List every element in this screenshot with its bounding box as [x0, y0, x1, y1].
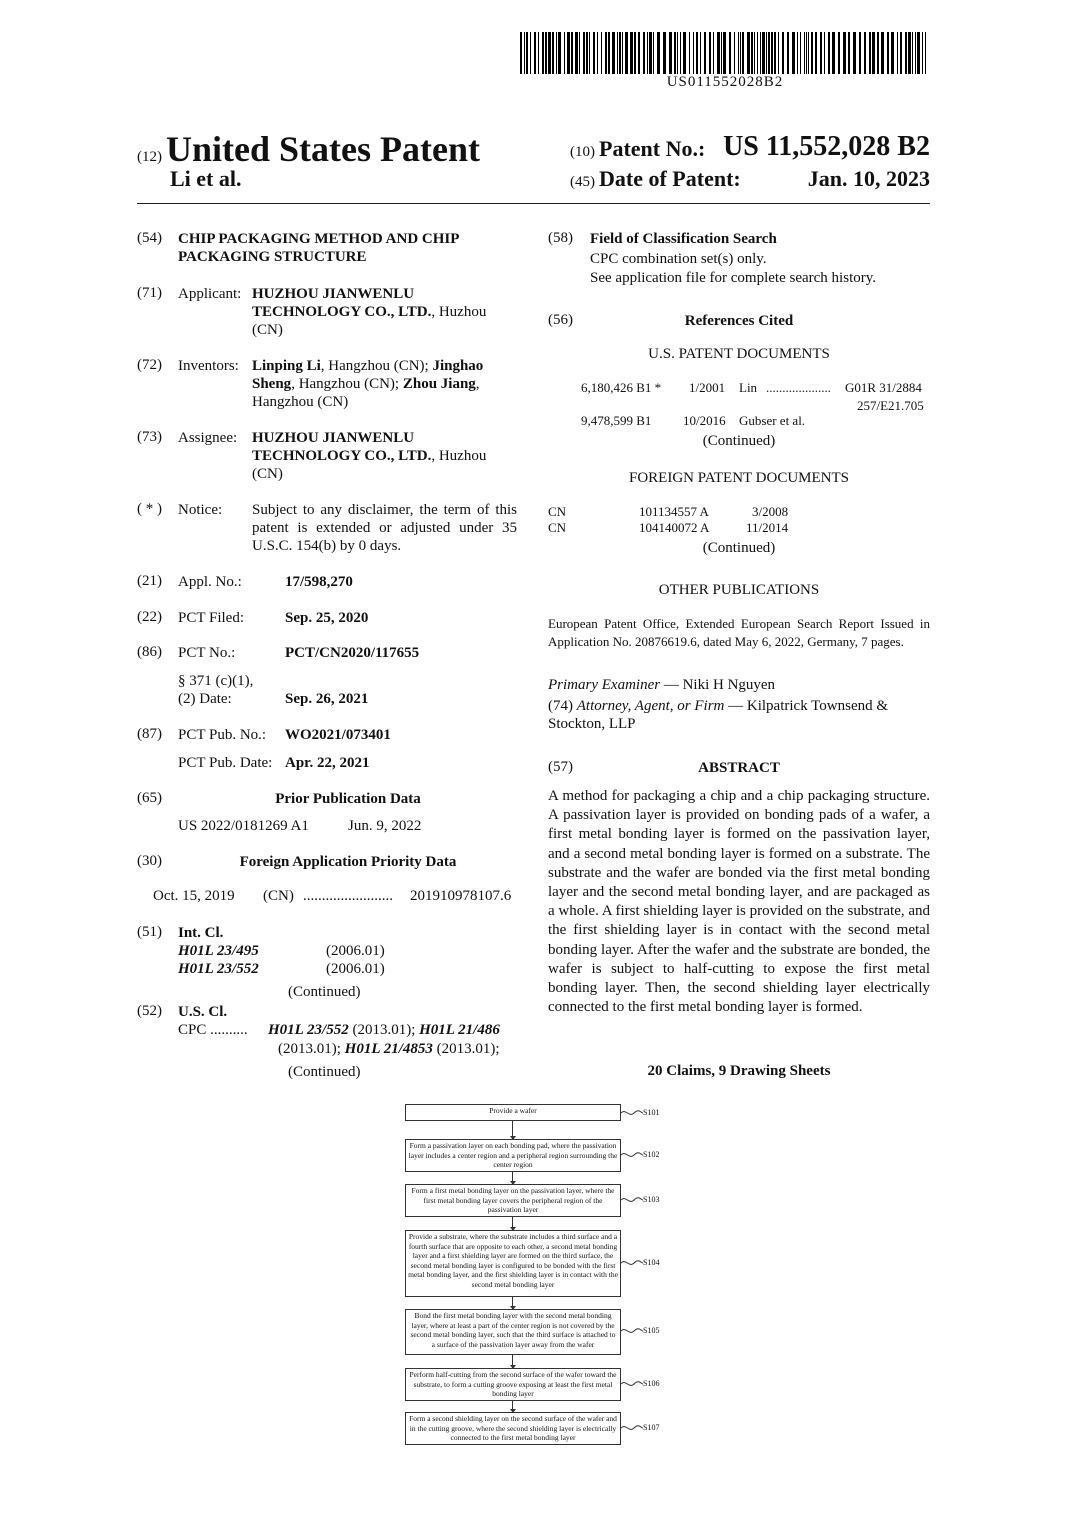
ref-date: 1/2001 — [689, 380, 726, 395]
field-num: (57) — [548, 759, 573, 775]
int-cl-date: (2006.01) — [326, 961, 385, 977]
field-num: (65) — [137, 790, 162, 806]
attorney: (74) Attorney, Agent, or Firm — Kilpatrick Townsend & Stockton, LLP — [548, 698, 889, 732]
flowchart-step: Form a first metal bonding layer on the passivation layer, where the first metal bonding layer covers the peripheral region of the passivation layer — [405, 1184, 621, 1217]
prior-pub-date: Jun. 9, 2022 — [348, 818, 422, 834]
foreign-doc-date: 3/2008 — [752, 504, 789, 519]
flow-arrow — [512, 1355, 513, 1368]
continued-note: (Continued) — [702, 433, 776, 449]
pct-filed-date: Sep. 25, 2020 — [285, 610, 369, 626]
references-heading: References Cited — [684, 313, 794, 329]
other-pubs-heading: OTHER PUBLICATIONS — [658, 582, 820, 598]
flowchart-step-label: S106 — [643, 1379, 660, 1388]
assignee-label: Assignee: — [178, 430, 238, 446]
patent-date: Jan. 10, 2023 — [807, 166, 930, 191]
applicant: HUZHOU JIANWENLU TECHNOLOGY CO., LTD., Huzhou (CN) — [252, 286, 487, 338]
continued-note: (Continued) — [702, 540, 776, 556]
assignee: HUZHOU JIANWENLU TECHNOLOGY CO., LTD., Huzhou (CN) — [252, 430, 487, 482]
leader-squiggle-icon — [621, 1195, 643, 1205]
notice-label: Notice: — [178, 502, 223, 518]
pub-number: WO2021/073401 — [285, 727, 391, 743]
appl-label: Appl. No.: — [178, 574, 242, 590]
flowchart-step-label: S103 — [643, 1195, 660, 1204]
foreign-priority-country: (CN) — [263, 888, 294, 904]
patent-number: US 11,552,028 B2 — [723, 131, 930, 162]
flowchart-step-label: S107 — [643, 1423, 660, 1432]
ref-class: G01R 31/2884 — [845, 380, 922, 395]
pub-no-label: PCT Pub. No.: — [178, 727, 267, 743]
leader-squiggle-icon — [621, 1379, 643, 1389]
foreign-doc-number: 104140072 A — [639, 520, 710, 535]
us-cl-label: U.S. Cl. — [178, 1004, 228, 1020]
claims-summary: 20 Claims, 9 Drawing Sheets — [647, 1063, 831, 1079]
field-search-text: See application file for complete search history. — [590, 270, 877, 286]
pct-no-label: PCT No.: — [178, 645, 236, 661]
flowchart-step: Provide a substrate, where the substrate includes a third surface and a fourth surface that are opposite to each other, a second metal bonding layer and a first shielding layer are formed on the third surface, the second metal bonding layer is configured to be bonded with the first metal bonding layer, and the first shielding layer is in contact with the second metal bonding layer — [405, 1230, 621, 1297]
flowchart-step: Form a passivation layer on each bonding pad, where the passivation layer includes a center region and a peripheral region surrounding the center region — [405, 1139, 621, 1172]
field-num: (54) — [137, 230, 162, 246]
flowchart-step: Bond the first metal bonding layer with the second metal bonding layer, where at least a part of the center region is not covered by the second metal bonding layer, such that the third surface is attached to a surface of the passivation layer away from the wafer — [405, 1309, 621, 1355]
foreign-doc-country: CN — [548, 504, 567, 519]
field-num: (52) — [137, 1003, 162, 1019]
dot-leader: .................... — [766, 380, 831, 395]
notice-text: Subject to any disclaimer, the term of this patent is extended or adjusted under 35 U.S.C. 154(b) by 0 days. — [252, 502, 517, 554]
authors: Li et al. — [170, 166, 242, 191]
flow-arrow — [512, 1172, 513, 1184]
int-cl-code: H01L 23/495 — [178, 943, 259, 959]
invention-title: CHIP PACKAGING METHOD AND CHIP PACKAGING STRUCTURE — [178, 231, 459, 265]
field-search-heading: Field of Classification Search — [590, 231, 777, 247]
examiner: Primary Examiner — Niki H Nguyen — [548, 677, 776, 693]
abstract-heading: ABSTRACT — [698, 760, 780, 776]
applicant-label: Applicant: — [178, 286, 242, 302]
foreign-priority-date: Oct. 15, 2019 — [153, 888, 235, 904]
inventors-label: Inventors: — [178, 358, 239, 374]
field-num: (51) — [137, 924, 162, 940]
ref-name: Lin — [739, 380, 758, 395]
flowchart-step: Provide a wafer — [405, 1104, 621, 1121]
field-num: ( * ) — [137, 501, 162, 517]
cpc-label: CPC .......... — [178, 1022, 248, 1038]
prior-pub-number: US 2022/0181269 A1 — [178, 818, 309, 834]
cpc-codes: H01L 23/552 (2013.01); H01L 21/486 — [268, 1022, 500, 1038]
flowchart-step-label: S105 — [643, 1326, 660, 1335]
int-cl-label: Int. Cl. — [178, 925, 224, 941]
pct-filed-label: PCT Filed: — [178, 610, 244, 626]
ref-patent-no: 9,478,599 B1 — [581, 413, 652, 428]
ref-class: 257/E21.705 — [857, 398, 924, 413]
leader-squiggle-icon — [621, 1108, 643, 1118]
s371-date-label: (2) Date: — [178, 691, 232, 707]
int-cl-date: (2006.01) — [326, 943, 385, 959]
ref-name: Gubser et al. — [739, 413, 806, 428]
leader-squiggle-icon — [621, 1258, 643, 1268]
field-num: (71) — [137, 285, 162, 301]
int-cl-code: H01L 23/552 — [178, 961, 259, 977]
continued-note: (Continued) — [288, 1064, 361, 1080]
field-num: (22) — [137, 609, 162, 625]
pub-date: Apr. 22, 2021 — [285, 755, 370, 771]
s371-date: Sep. 26, 2021 — [285, 691, 369, 707]
leader-squiggle-icon — [621, 1150, 643, 1160]
leader-squiggle-icon — [621, 1326, 643, 1336]
us-docs-heading: U.S. PATENT DOCUMENTS — [648, 346, 830, 362]
barcode-number: US011552028B2 — [666, 74, 784, 90]
flow-arrow — [512, 1297, 513, 1309]
flowchart-step-label: S102 — [643, 1150, 660, 1159]
flow-arrow — [512, 1217, 513, 1230]
pct-number: PCT/CN2020/117655 — [285, 645, 420, 661]
other-pubs-text: European Patent Office, Extended European Search Report Issued in Application No. 20876619.6, dated May 6, 2022, Germany, 7 pages. — [548, 616, 930, 649]
field-num: (30) — [137, 853, 162, 869]
patent-type: (12) United States Patent — [137, 129, 480, 169]
flow-arrow — [512, 1121, 513, 1139]
flowchart-step-label: S104 — [643, 1258, 660, 1267]
patent-number-row: (10) Patent No.: US 11,552,028 B2 — [570, 131, 930, 162]
leader-squiggle-icon — [621, 1423, 643, 1433]
foreign-doc-country: CN — [548, 520, 567, 535]
pub-date-label: PCT Pub. Date: — [178, 755, 273, 771]
field-search-text: CPC combination set(s) only. — [590, 251, 767, 267]
prior-pub-heading: Prior Publication Data — [275, 791, 421, 807]
field-num: (58) — [548, 230, 573, 246]
field-num: (73) — [137, 429, 162, 445]
flowchart-step: Perform half-cutting from the second surface of the wafer toward the substrate, to form a cutting groove exposing at least the first metal bonding layer — [405, 1368, 621, 1401]
flowchart-step-label: S101 — [643, 1108, 660, 1117]
foreign-doc-date: 11/2014 — [746, 520, 789, 535]
barcode-image — [520, 32, 930, 74]
field-num: (87) — [137, 726, 162, 742]
flow-arrow — [512, 1401, 513, 1412]
ref-patent-no: 6,180,426 B1 * — [581, 380, 662, 395]
foreign-priority-heading: Foreign Application Priority Data — [239, 854, 457, 870]
cpc-codes-cont: (2013.01); H01L 21/4853 (2013.01); — [278, 1041, 500, 1057]
flowchart-step: Form a second shielding layer on the second surface of the wafer and in the cutting groove, where the second shielding layer is electrically connected to the first metal bonding layer — [405, 1412, 621, 1445]
dot-leader: ........................ — [303, 888, 393, 904]
appl-number: 17/598,270 — [285, 574, 353, 590]
header-divider — [137, 203, 930, 204]
ref-date: 10/2016 — [683, 413, 726, 428]
field-num: (86) — [137, 644, 162, 660]
continued-note: (Continued) — [288, 984, 361, 1000]
field-num: (56) — [548, 312, 573, 328]
foreign-doc-number: 101134557 A — [639, 504, 709, 519]
abstract-text: A method for packaging a chip and a chip packaging structure. A passivation layer is provided on bonding pads of a wafer, a first metal bonding layer is formed on the passivation layer, and a second metal bonding layer is formed on a substrate. The substrate and the wafer are bonded via the first metal bonding layer and the second metal bonding layer, and are packaged as a whole. A first shielding layer is provided on the substrate, and the first shielding layer is in contact with the second metal bonding layer. After the wafer and the substrate are bonded, the wafer is subject to half-cutting to expose the first metal bonding layer. Then, the second shielding layer electrically connected to the first metal bonding layer is formed. — [548, 788, 931, 1016]
foreign-docs-heading: FOREIGN PATENT DOCUMENTS — [628, 470, 850, 486]
foreign-priority-number: 201910978107.6 — [410, 888, 512, 904]
s371-label: § 371 (c)(1), — [178, 673, 254, 689]
field-num: (21) — [137, 573, 162, 589]
field-num: (72) — [137, 357, 162, 373]
patent-date-row: (45) Date of Patent: Jan. 10, 2023 — [570, 166, 930, 191]
inventors: Linping Li, Hangzhou (CN); Jinghao Sheng, Hangzhou (CN); Zhou Jiang, Hangzhou (CN) — [252, 358, 484, 410]
